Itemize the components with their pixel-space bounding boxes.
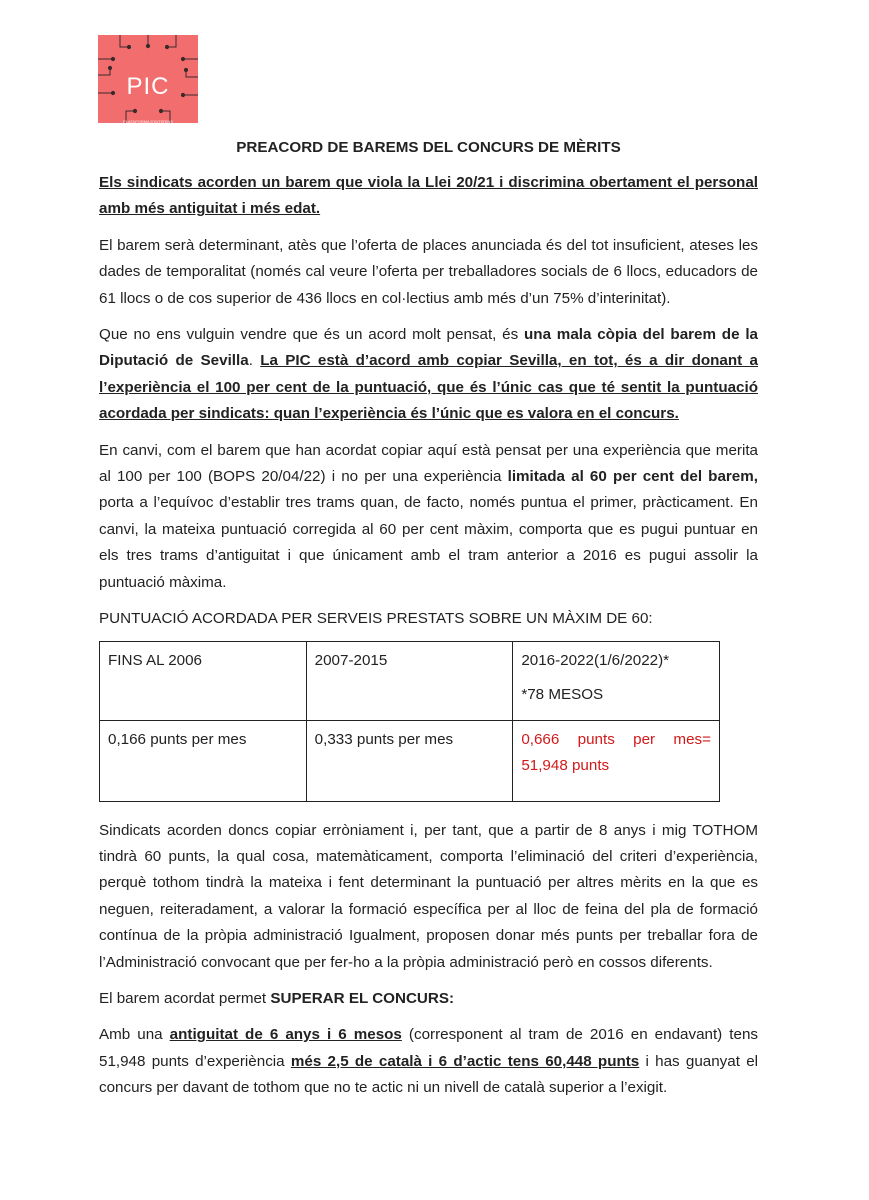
- text-span: En canvi, com el barem que han acordat copiar aquí està pensat per una experiència que merita al 100 per 100 (BOPS 20/04/22) i no per una experiència: [99, 441, 758, 486]
- text-span: .: [248, 352, 261, 370]
- paragraph-trams: [99, 438, 758, 596]
- paragraph-temporality: El barem serà determinant, atès que l’oferta de places anunciada és del tot insuficient, ateses les dades de temporalitat (només cal veure l’oferta per treballadores socials de 6 llocs, educadors de 61 llocs o de cos superior de 436 llocs en col·lectius amb més d’un 75% d’interinitat).: [99, 236, 758, 307]
- text-span: El barem acordat permet: [99, 989, 271, 1007]
- table-caption: PUNTUACIÓ ACORDADA PER SERVEIS PRESTATS SOBRE UN MÀXIM DE 60:: [99, 610, 653, 628]
- bold-span: SUPERAR EL CONCURS:: [270, 989, 455, 1007]
- text-span: Amb una: [99, 1026, 170, 1044]
- underlined-bold-span: antiguitat de 6 anys i 6 mesos: [169, 1026, 402, 1044]
- paragraph-consequences: Sindicats acorden doncs copiar erròniament i, per tant, que a partir de 8 anys i mig TOTHOM tindrà 60 punts, la qual cosa, matemàticament, comporta l’eliminació del criteri d’experiència, perquè tothom tindrà la mateixa i fent determinant la puntuació per altres mèrits en la que es neguen, reiteradament, a valorar la formació específica per al lloc de feina del pla de formació contínua de la pròpia administració Igualment, proposen donar més punts per treballar fora de l’Administració convocant que per fer-ho a la pròpia administració però en cossos diferents.: [99, 821, 758, 971]
- value-line-1: 0,666 punts per mes=: [521, 730, 711, 748]
- paragraph-example: [99, 1022, 758, 1101]
- header-note: *78 MESOS: [521, 685, 604, 703]
- paragraph-superar: [99, 986, 758, 1012]
- intro-headline: Els sindicats acorden un barem que viola la Llei 20/21 i discrimina obertament el personal amb més antiguitat i més edat.: [99, 174, 758, 218]
- header-cell-2016-2022: [513, 641, 720, 720]
- header-cell-2007-2015: 2007-2015: [306, 641, 513, 720]
- value-cell-2007-2015: 0,333 punts per mes: [306, 720, 513, 801]
- logo-subtitle-2: DE CATALUNYA: [133, 127, 163, 132]
- paragraph-sevilla: [99, 322, 758, 428]
- value-line-2: 51,948 punts: [521, 756, 610, 774]
- logo-subtitle: PLATAFORMA D'INTERINS: [123, 119, 173, 124]
- header-label: 2016-2022(1/6/2022)*: [521, 651, 670, 669]
- document-title: PREACORD DE BAREMS DEL CONCURS DE MÈRITS: [236, 139, 621, 156]
- text-span: i has guanyat el concurs per davant de tothom que no te actic ni un nivell de català superior a l’exigit.: [99, 1052, 759, 1097]
- text-span: porta a l’equívoc d’establir tres trams quan, de facto, només puntua el primer, pràcticament. En canvi, la mateixa puntuació corregida al 60 per cent màxim, comporta que es pugui puntuar en els tres trams d’antiguitat i que únicament amb el tram anterior a 2016 es pugui assolir la puntuació màxima.: [99, 494, 758, 591]
- underlined-bold-span: més 2,5 de català i 6 d’actic tens 60,448 punts: [290, 1052, 640, 1070]
- document-body: [99, 138, 758, 1112]
- text-span: Que no ens vulguin vendre que és un acord molt pensat, és: [99, 326, 525, 344]
- value-cell-2016-2022: [513, 720, 720, 801]
- table-value-row: [100, 720, 720, 801]
- pic-logo: [98, 35, 198, 132]
- bold-span: limitada al 60 per cent del barem,: [507, 468, 758, 486]
- logo-text: PIC: [126, 73, 170, 100]
- table-header-row: [100, 641, 720, 720]
- value-cell-2006: 0,166 punts per mes: [100, 720, 307, 801]
- header-cell-2006: FINS AL 2006: [100, 641, 307, 720]
- underlined-bold-span: La PIC està d’acord amb copiar Sevilla, en tot, és a dir donant a l’experiència el 100 per cent de la puntuació, que és l’únic cas que té sentit la puntuació acordada per sindicats: quan l’experiència és l’únic que es valora en el concurs.: [99, 352, 758, 423]
- text-span: (corresponent al tram de 2016 en endavant) tens 51,948 punts d’experiència: [99, 1026, 758, 1070]
- score-table: [99, 641, 720, 802]
- bold-span: una mala còpia del barem de la Diputació de Sevilla: [99, 326, 758, 370]
